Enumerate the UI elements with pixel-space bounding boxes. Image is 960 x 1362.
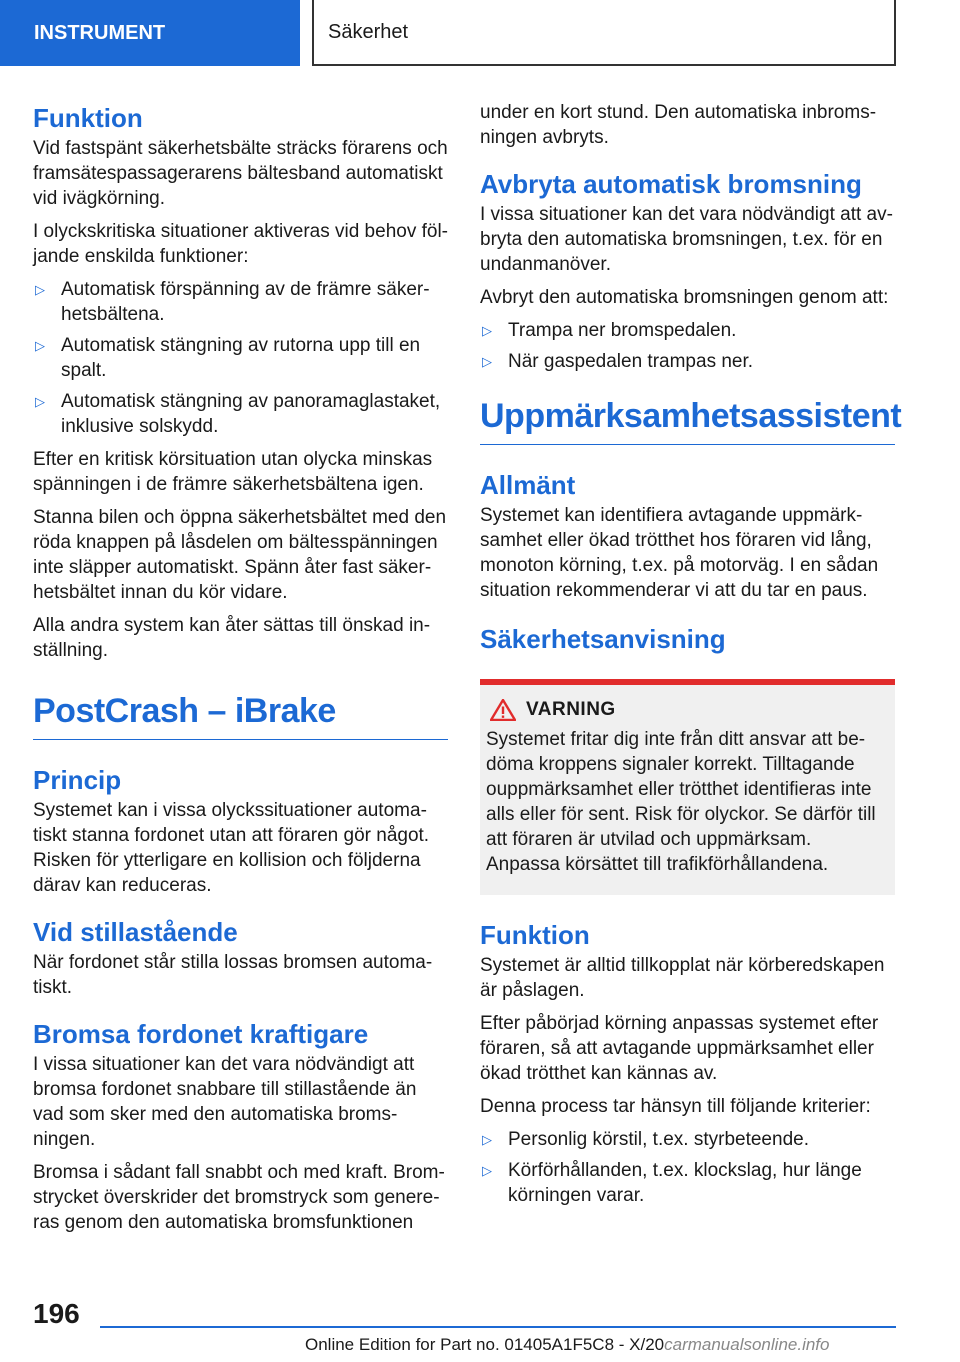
paragraph: Efter en kritisk körsituation utan olycka minskas spänningen i de främre säkerhetsbältena igen. [33, 449, 433, 495]
heading-sakerhetsanvisning: Säkerhetsanvisning [480, 624, 726, 654]
triangle-bullet-icon: ▷ [35, 338, 45, 353]
heading-allmant: Allmänt [480, 470, 576, 500]
paragraph: I olyckskritiska situationer aktiveras vid behov följande enskilda funktioner: [33, 221, 448, 267]
paragraph: Systemet är alltid tillkopplat när körberedskapen är påslagen. [480, 955, 885, 1001]
list-item: ▷ Körförhållanden, t.ex. klockslag, hur länge körningen varar. [482, 1160, 862, 1206]
warning-text: Systemet fritar dig inte från ditt ansvar att bedöma kroppens signaler korrekt. Tilltagande ouppmärksamhet eller trötthet identifieras inte alls eller för sent. Risk för olyckor. Se därför till att föraren är utvilad och uppmärksam. Anpassa körsättet till trafikförhållandena. [486, 729, 876, 875]
bullet-list [480, 318, 895, 374]
watermark-text: carmanualsonline.info [664, 1335, 830, 1354]
list-item: ▷ Automatisk stängning av panoramaglastaket, inklusive solskydd. [35, 391, 441, 437]
list-item: ▷ Personlig körstil, t.ex. styrbeteende. [482, 1129, 809, 1150]
list-item: ▷ Automatisk stängning av rutorna upp till en spalt. [35, 335, 421, 381]
paragraph: Efter påbörjad körning anpassas systemet efter föraren, så att avtagande uppmärksamhet eller ökad trötthet kan kännas av. [480, 1013, 879, 1084]
left-column [33, 100, 448, 1243]
paragraph: Stanna bilen och öppna säkerhetsbältet med den röda knappen på låsdelen om bältesspänningen inte släpper automatiskt. Spänn åter fast säkerhetsbältet innan du kör vidare. [33, 507, 447, 603]
bullet-list [33, 277, 448, 439]
paragraph: När fordonet står stilla lossas bromsen automatiskt. [33, 952, 433, 998]
paragraph: under en kort stund. Den automatiska inbromsningen avbryts. [480, 102, 877, 148]
triangle-bullet-icon: ▷ [482, 354, 492, 369]
right-column [480, 100, 902, 1216]
paragraph: Alla andra system kan åter sättas till önskad inställning. [33, 615, 431, 661]
page-number: 196 [33, 1298, 80, 1329]
footer-edition [305, 1335, 830, 1355]
heading-princip: Princip [33, 765, 122, 795]
heading-funktion: Funktion [33, 103, 143, 133]
paragraph: Bromsa i sådant fall snabbt och med kraft. Bromstrycket överskrider det bromstryck som genereras genom den automatiska bromsfunktionen [33, 1162, 445, 1233]
paragraph: Vid fastspänt säkerhetsbälte sträcks förarens och framsätespassagerarens bältesband automatiskt vid ivägkörning. [33, 138, 448, 209]
warning-header [486, 699, 887, 721]
heading-postcrash: PostCrash – iBrake [33, 687, 448, 740]
bullet-list [480, 1127, 895, 1208]
section-title: Säkerhet [312, 0, 896, 66]
paragraph: I vissa situationer kan det vara nödvändigt att bromsa fordonet snabbare till stillastående än vad som sker med den automatiska bromsningen. [33, 1054, 417, 1150]
paragraph: I vissa situationer kan det vara nödvändigt att avbryta den automatiska bromsningen, t.ex. för en undanmanöver. [480, 204, 893, 275]
triangle-bullet-icon: ▷ [35, 282, 45, 297]
warning-box [480, 679, 895, 895]
heading-avbryta: Avbryta automatisk bromsning [480, 169, 862, 199]
list-item: ▷ När gaspedalen trampas ner. [482, 351, 754, 372]
heading-stillastaende: Vid stillastående [33, 917, 238, 947]
warning-triangle-icon [490, 699, 516, 721]
heading-bromsa: Bromsa fordonet kraftigare [33, 1019, 369, 1049]
paragraph: Systemet kan identifiera avtagande uppmärksamhet eller ökad trötthet hos föraren vid lång, monoton körning, t.ex. på motorväg. I en sådan situation rekommenderar vi att du tar en paus. [480, 505, 879, 601]
paragraph: Systemet kan i vissa olyckssituationer automatiskt stanna fordonet utan att föraren gör något. Risken för ytterligare en kollision och följderna därav kan reduceras. [33, 800, 430, 896]
triangle-bullet-icon: ▷ [482, 323, 492, 338]
heading-funktion-2: Funktion [480, 920, 590, 950]
heading-uppmarksamhetsassistent: Uppmärksamhetsassistent [480, 392, 895, 445]
chapter-tab[interactable]: INSTRUMENT [0, 0, 300, 66]
triangle-bullet-icon: ▷ [482, 1163, 492, 1178]
list-item: ▷ Automatisk förspänning av de främre säkerhetsbältena. [35, 279, 430, 325]
paragraph: Avbryt den automatiska bromsningen genom att: [480, 287, 889, 308]
edition-text: Online Edition for Part no. 01405A1F5C8 - X/20 [305, 1335, 665, 1354]
paragraph: Denna process tar hänsyn till följande kriterier: [480, 1096, 871, 1117]
list-item: ▷ Trampa ner bromspedalen. [482, 320, 737, 341]
warning-title: VARNING [526, 699, 616, 720]
triangle-bullet-icon: ▷ [35, 394, 45, 409]
triangle-bullet-icon: ▷ [482, 1132, 492, 1147]
footer-divider [100, 1326, 896, 1328]
